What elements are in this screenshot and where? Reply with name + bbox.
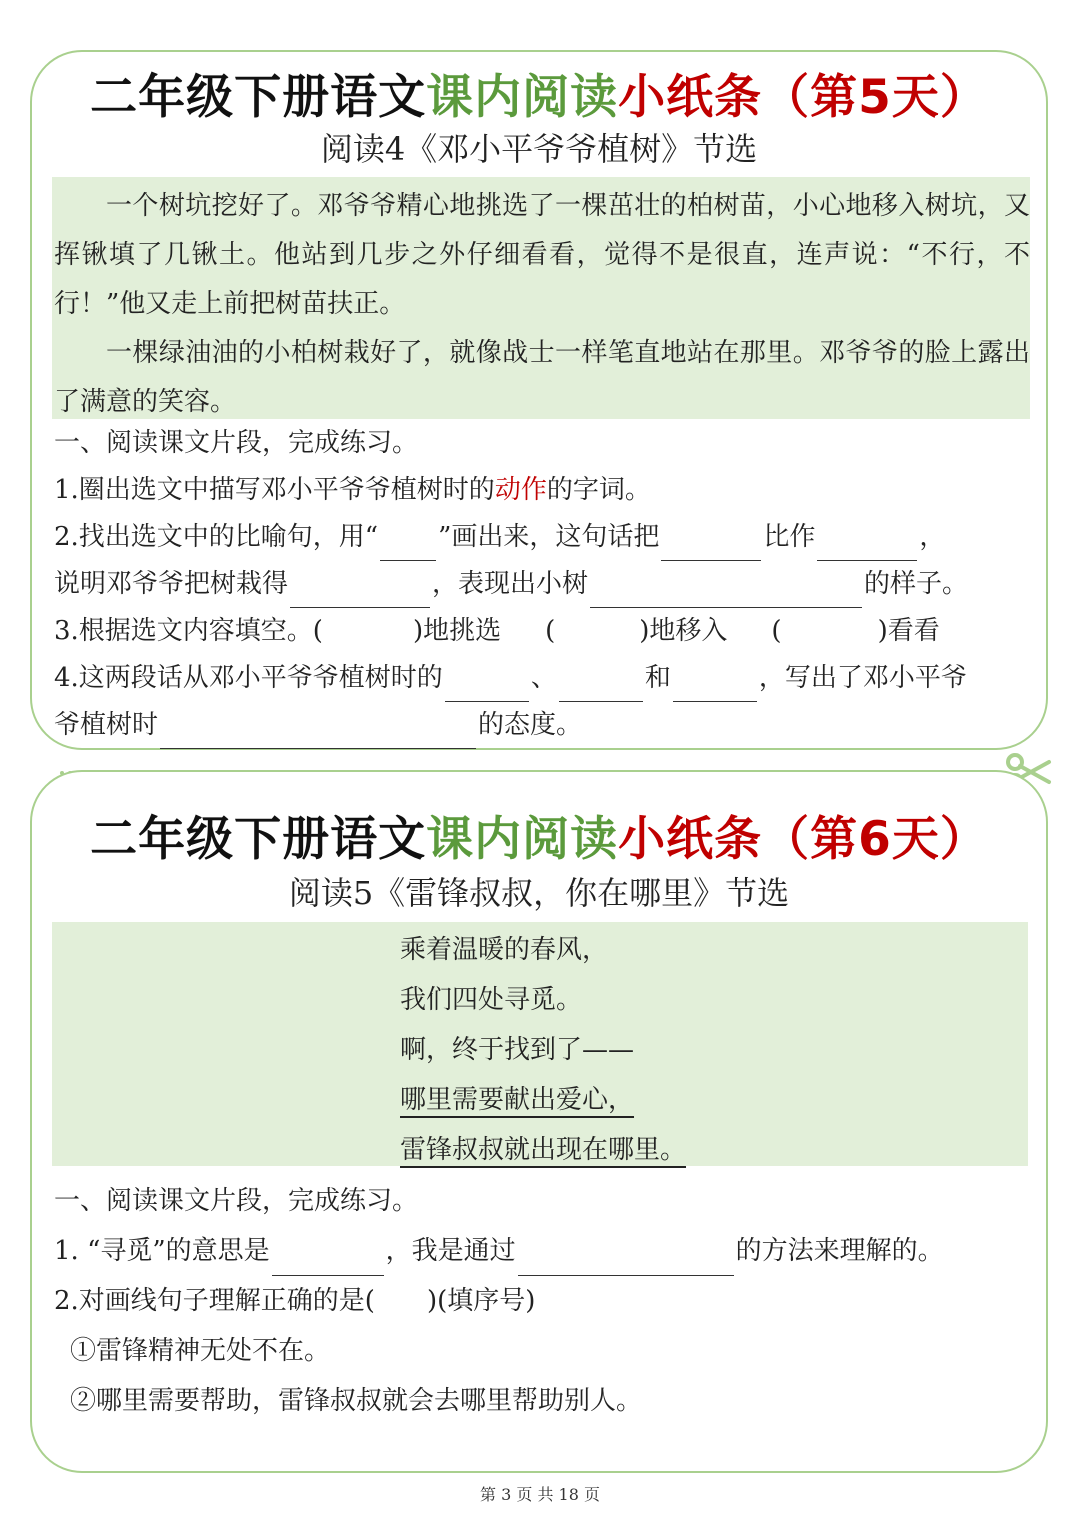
day5-exercise-heading: 一、阅读课文片段，完成练习。 (54, 428, 419, 458)
day5-question-2-line-2 (54, 561, 1034, 608)
day5-q1-suffix: 的字词。 (546, 475, 651, 505)
day6-poem-line-4 (400, 1075, 686, 1125)
day5-passage-paragraph-1: 一个树坑挖好了。邓爷爷精心地挑选了一棵茁壮的柏树苗，小心地移入树坑，又挥锹填了几锹土。他站到几步之外仔细看看，觉得不是很直，连声说：“不行，不行！”他又走上前把树苗扶正。 (54, 191, 1030, 319)
day6-poem-line-2: 我们四处寻觅。 (400, 985, 583, 1015)
day5-title-red: 小纸条（第5天） (618, 70, 988, 125)
day5-q3-text-c: ( (545, 616, 556, 646)
day6-q1-blank-method[interactable] (518, 1245, 734, 1276)
day5-q3-text-d: )地移入 (639, 616, 728, 646)
day5-question-1 (54, 467, 1034, 514)
day5-q2-text-a: 2.找出选文中的比喻句，用“ (54, 522, 379, 552)
day6-poem-line-5-underlined: 雷锋叔叔就出现在哪里。 (400, 1135, 687, 1165)
day6-poem-line-3: 啊，终于找到了—— (400, 1035, 635, 1065)
day6-subtitle: 阅读5《雷锋叔叔，你在哪里》节选 (288, 874, 790, 912)
day6-poem (400, 925, 686, 1175)
day5-title (32, 60, 1046, 127)
day5-q4-blank-3[interactable] (673, 671, 757, 702)
day6-option-2: ②哪里需要帮助，雷锋叔叔就会去哪里帮助别人。 (70, 1386, 643, 1416)
day5-passage-paragraph-2: 一棵绿油油的小柏树栽好了，就像战士一样笔直地站在那里。邓爷爷的脸上露出了满意的笑容。 (54, 338, 1030, 417)
day5-q2-blank-subject[interactable] (661, 530, 761, 561)
day5-q4-text-e: 爷植树时 (54, 710, 159, 740)
day5-q2-blank-tree[interactable] (590, 577, 862, 608)
day5-q2-text-d: ， (919, 522, 946, 552)
day5-q2-blank-underline-mark[interactable] (380, 530, 436, 561)
day6-option-1: ①雷锋精神无处不在。 (70, 1336, 331, 1366)
day5-question-4 (54, 655, 1034, 702)
day5-q2-text-c: 比作 (763, 522, 816, 552)
day6-poem-line-4-underlined: 哪里需要献出爱心， (400, 1085, 635, 1115)
day6-q1-text-c: 的方法来理解的。 (735, 1236, 944, 1266)
page-number-footer: 第 3 页 共 18 页 (480, 1485, 600, 1504)
day5-q2-text-e: 说明邓爷爷把树栽得 (54, 569, 289, 599)
day5-q4-text-c: 和 (644, 663, 671, 693)
day5-q3-text-f: )看看 (877, 616, 940, 646)
day6-exercises (54, 1176, 1034, 1426)
day5-q3-text-a: 3.根据选文内容填空。( (54, 616, 323, 646)
day6-title-green: 课内阅读 (426, 812, 619, 867)
day6-title-black: 二年级下册语文 (90, 812, 427, 867)
day5-q4-text-d: ，写出了邓小平爷 (758, 663, 967, 693)
day5-title-green: 课内阅读 (426, 70, 619, 125)
day5-question-2 (54, 514, 1034, 561)
day5-q2-text-b: ”画出来，这句话把 (438, 522, 660, 552)
day6-q1-text-a: 1. “寻觅”的意思是 (54, 1236, 270, 1266)
day6-poem-line-1: 乘着温暖的春风， (400, 935, 609, 965)
day5-q4-text-a: 4.这两段话从邓小平爷爷植树时的 (54, 663, 443, 693)
day5-title-black: 二年级下册语文 (90, 70, 427, 125)
day6-q1-text-b: ，我是通过 (385, 1236, 516, 1266)
day6-question-2: 2.对画线句子理解正确的是( )(填序号) (54, 1286, 536, 1316)
day5-q4-blank-1[interactable] (445, 671, 529, 702)
day5-exercises (54, 420, 1034, 749)
day5-subtitle: 阅读4《邓小平爷爷植树》节选 (320, 130, 758, 168)
day6-title-red: 小纸条（第6天） (618, 812, 988, 867)
day6-card (30, 770, 1048, 1473)
day5-passage (54, 182, 1030, 427)
day5-q4-text-f: 的态度。 (478, 710, 583, 740)
day5-q4-blank-2[interactable] (559, 671, 643, 702)
day6-title (32, 802, 1046, 869)
day5-q4-blank-attitude[interactable] (160, 718, 476, 749)
day5-q2-blank-planted[interactable] (290, 577, 430, 608)
day5-q2-text-f: ，表现出小树 (432, 569, 589, 599)
day5-question-3 (54, 608, 1034, 655)
day5-q1-highlight: 动作 (494, 475, 547, 505)
day6-exercise-heading: 一、阅读课文片段，完成练习。 (54, 1186, 419, 1216)
day5-q4-text-b: 、 (530, 663, 557, 693)
day5-q3-text-b: )地挑选 (412, 616, 502, 646)
day5-q2-text-g: 的样子。 (864, 569, 969, 599)
day5-q3-text-e: ( (771, 616, 782, 646)
day5-q1-prefix: 1.圈出选文中描写邓小平爷爷植树时的 (54, 475, 495, 505)
day5-q2-blank-compared[interactable] (817, 530, 917, 561)
day5-question-4-line-2 (54, 702, 1034, 749)
day6-q1-blank-meaning[interactable] (272, 1245, 384, 1276)
day6-question-1 (54, 1226, 1034, 1276)
day5-card (30, 50, 1048, 750)
day6-poem-line-5 (400, 1125, 686, 1175)
